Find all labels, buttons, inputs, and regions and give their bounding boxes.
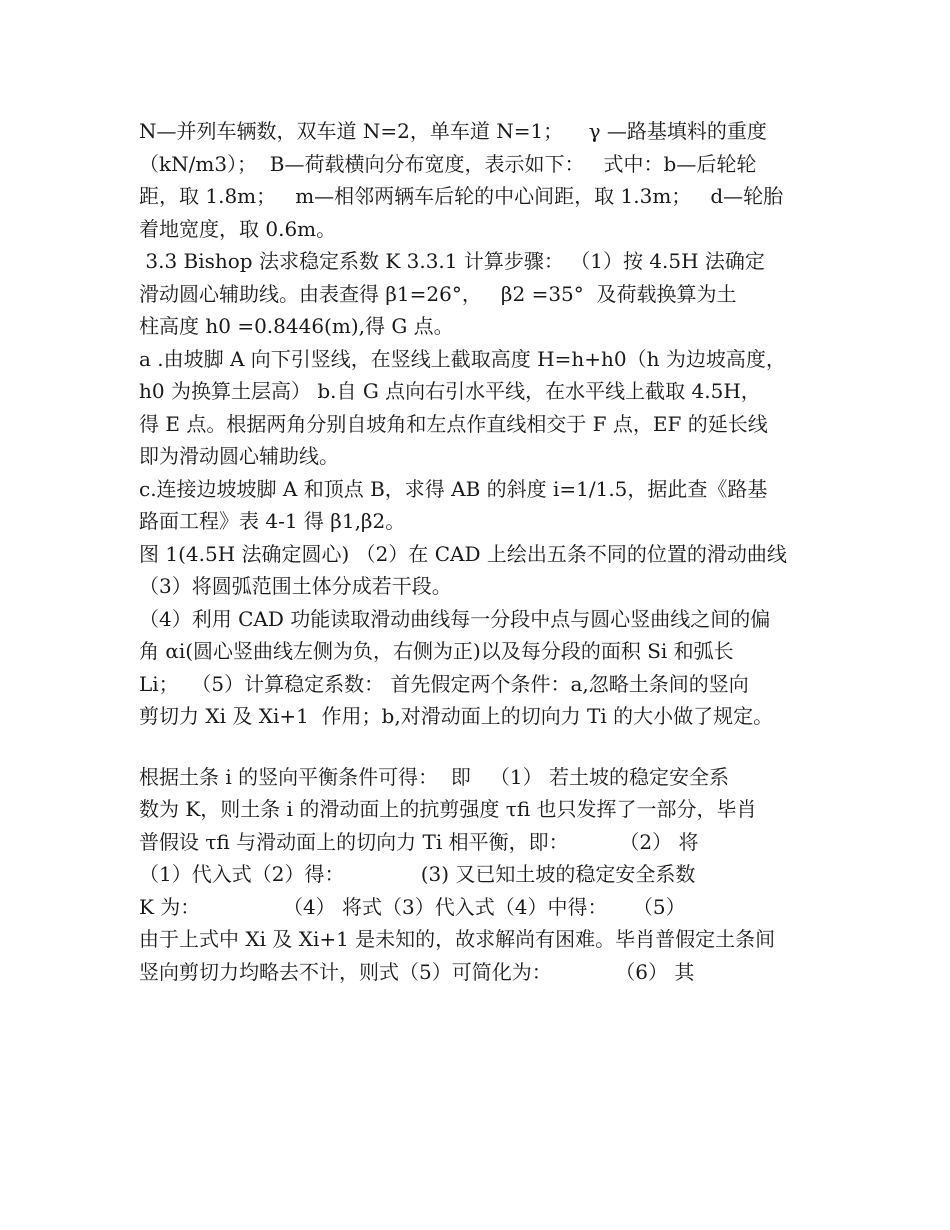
text-line: 着地宽度，取 0.6m。 [139,216,337,241]
text-line: 剪切力 Xi 及 Xi+1 作用；b,对滑动面上的切向力 Ti 的大小做了规定。 [139,704,774,728]
text-line: 竖向剪切力均略去不计，则式（5）可简化为： （6） 其 [139,959,695,984]
text-line: 柱高度 h0 =0.8446(m),得 G 点。 [139,314,454,338]
text-line: h0 为换算土层高） b.自 G 点向右引水平线，在水平线上截取 4.5H， [139,379,761,403]
text-line: （1）代入式（2）得： (3) 又已知土坡的稳定安全系数 [139,862,696,886]
text-line: 由于上式中 Xi 及 Xi+1 是未知的，故求解尚有困难。毕肖普假定土条间 [139,927,776,951]
text-line: 普假设 τfi 与滑动面上的切向力 Ti 相平衡，即： （2） 将 [139,829,699,854]
paragraph-block-2 [139,761,829,989]
text-line: Li； （5）计算稳定系数： 首先假定两个条件：a,忽略土条间的竖向 [139,671,749,696]
text-line: 路面工程》表 4-1 得 β1,β2。 [139,509,406,533]
text-line: （3）将圆弧范围土体分成若干段。 [139,574,452,598]
document-page [139,115,829,988]
text-line: N—并列车辆数，双车道 N=2，单车道 N=1； γ —路基填料的重度 [139,119,767,143]
text-line: 数为 K，则土条 i 的滑动面上的抗剪强度 τfi 也只发挥了一部分，毕肖 [139,797,757,821]
text-line: 图 1(4.5H 法确定圆心) （2）在 CAD 上绘出五条不同的位置的滑动曲线 [139,541,787,566]
text-line: （4）利用 CAD 功能读取滑动曲线每一分段中点与圆心竖曲线之间的偏 [139,606,771,631]
text-line: K 为： （4） 将式（3）代入式（4）中得： （5） [139,894,686,919]
paragraph-block-1 [139,115,829,733]
paragraph-gap [139,733,829,761]
text-line: 即为滑动圆心辅助线。 [139,444,339,468]
text-line: 角 αi(圆心竖曲线左侧为负，右侧为正)以及每分段的面积 Si 和弧长 [139,639,734,663]
text-line: a .由坡脚 A 向下引竖线，在竖线上截取高度 H=h+h0（h 为边坡高度， [139,346,786,371]
text-line: 滑动圆心辅助线。由表查得 β1=26°， β2 =35° 及荷载换算为土 [139,281,737,306]
text-line: c.连接边坡坡脚 A 和顶点 B，求得 AB 的斜度 i=1/1.5，据此查《路基 [139,476,768,501]
text-line: 3.3 Bishop 法求稳定系数 K 3.3.1 计算步骤： （1）按 4.5H 法确定 [139,249,765,273]
text-line: 距，取 1.8m； m—相邻两辆车后轮的中心间距，取 1.3m； d—轮胎 [139,184,784,208]
text-line: 根据土条 i 的竖向平衡条件可得： 即 （1） 若土坡的稳定安全系 [139,764,729,789]
text-line: 得 E 点。根据两角分别自坡角和左点作直线相交于 F 点，EF 的延长线 [139,411,768,436]
text-line: （kN/m3）； B—荷载横向分布宽度，表示如下： 式中：b—后轮轮 [139,151,757,176]
